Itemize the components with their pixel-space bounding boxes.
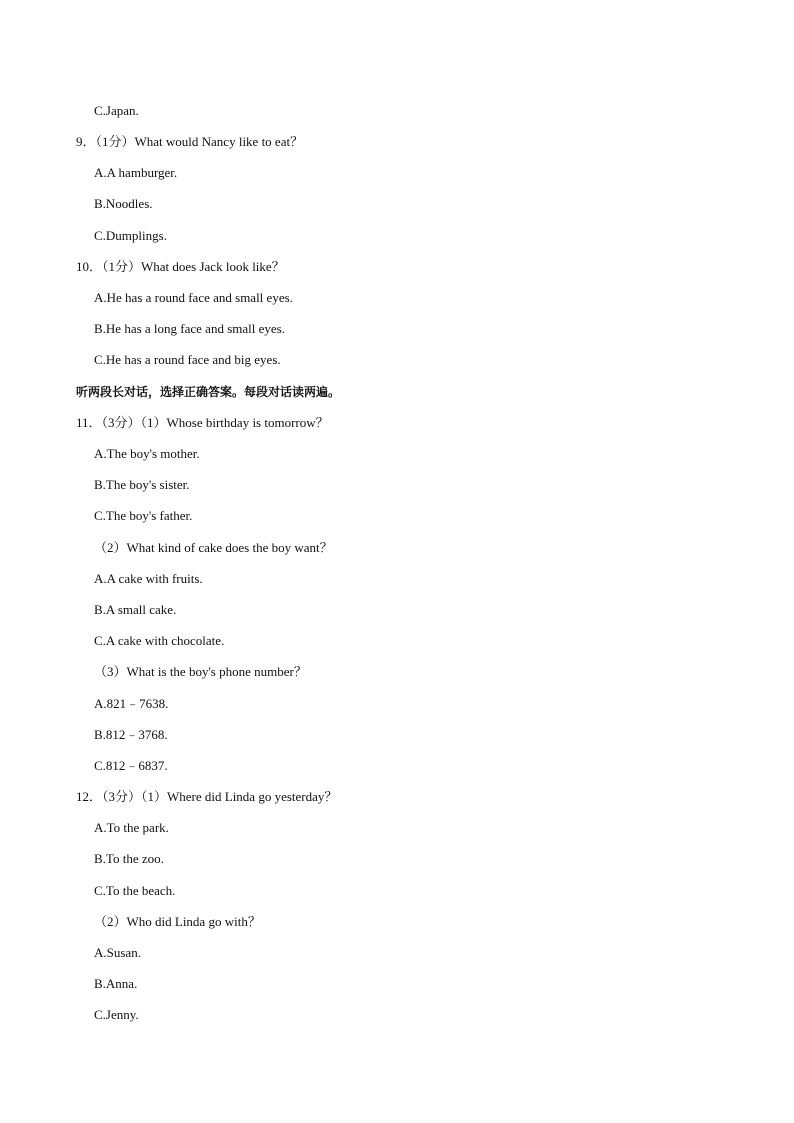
option-11-3b: B.812﹣3768. [94,727,168,742]
question-11: 11．（3分）（1）Whose birthday is tomorrow？ [76,415,329,430]
option-12-1c: C.To the beach. [94,883,176,898]
question-10: 10．（1分）What does Jack look like？ [76,259,285,274]
option-11-2a: A.A cake with fruits. [94,571,203,586]
question-12: 12．（3分）（1）Where did Linda go yesterday？ [76,789,338,804]
option-10a: A.He has a round face and small eyes. [94,290,293,305]
section-instruction: 听两段长对话，选择正确答案。每段对话读两遍。 [76,385,341,399]
question-9: 9．（1分）What would Nancy like to eat？ [76,134,304,149]
option-11-1b: B.The boy's sister. [94,477,190,492]
option-11-3c: C.812﹣6837. [94,758,168,773]
option-12-2c: C.Jenny. [94,1007,139,1022]
option-11-2c: C.A cake with chocolate. [94,633,225,648]
option-8c: C.Japan. [94,103,139,118]
option-12-2a: A.Susan. [94,945,141,960]
option-9b: B.Noodles. [94,196,153,211]
option-11-1a: A.The boy's mother. [94,446,200,461]
subquestion-11-3: （3）What is the boy's phone number？ [94,664,307,679]
option-11-2b: B.A small cake. [94,602,177,617]
option-11-1c: C.The boy's father. [94,508,193,523]
option-10b: B.He has a long face and small eyes. [94,321,285,336]
option-12-1b: B.To the zoo. [94,851,164,866]
option-12-1a: A.To the park. [94,820,169,835]
option-10c: C.He has a round face and big eyes. [94,352,281,367]
option-9c: C.Dumplings. [94,228,167,243]
option-11-3a: A.821﹣7638. [94,696,169,711]
subquestion-12-2: （2）Who did Linda go with？ [94,914,261,929]
subquestion-11-2: （2）What kind of cake does the boy want？ [94,540,333,555]
option-12-2b: B.Anna. [94,976,138,991]
option-9a: A.A hamburger. [94,165,178,180]
